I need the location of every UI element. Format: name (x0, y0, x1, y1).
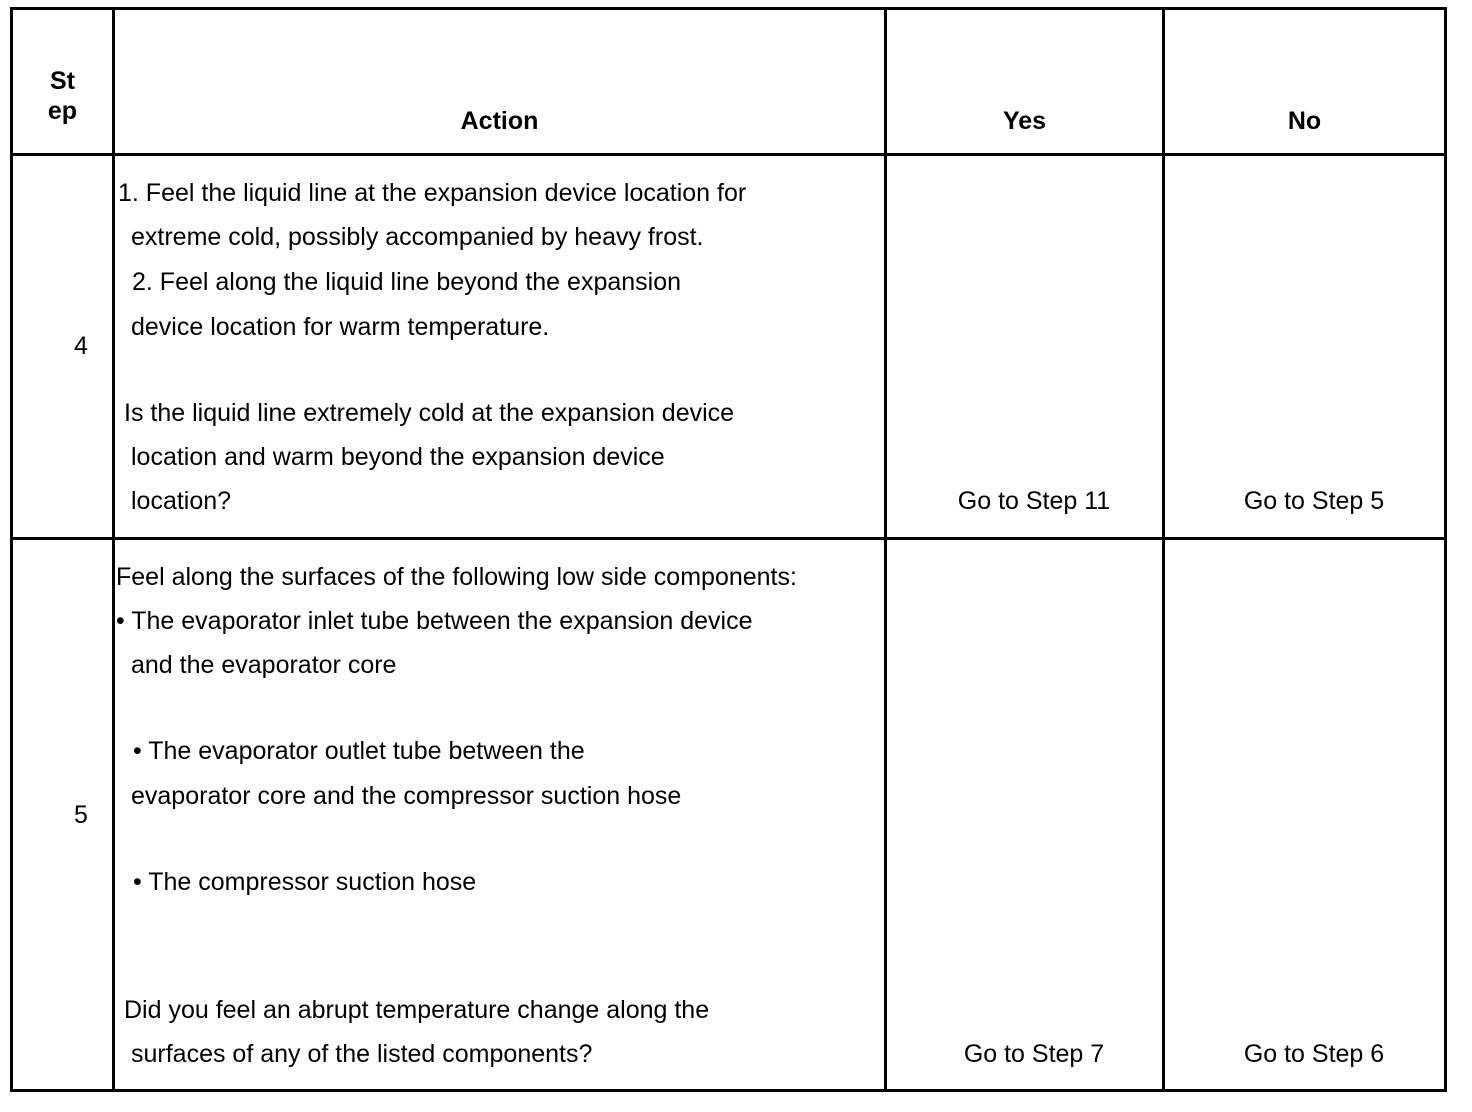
action-line: • The evaporator outlet tube between the (133, 737, 585, 765)
table-border-top (10, 7, 1447, 10)
action-line: • The evaporator inlet tube between the expansion device (116, 607, 753, 635)
yes-result: Go to Step 7 (963, 1040, 1105, 1068)
action-line: 2. Feel along the liquid line beyond the expansion (132, 268, 682, 296)
header-divider (10, 153, 1447, 156)
action-line: • The compressor suction hose (133, 868, 477, 896)
table-border-bottom (10, 1089, 1447, 1092)
yes-result: Go to Step 11 (957, 487, 1111, 515)
table-border-right (1444, 7, 1447, 1092)
action-line: Feel along the surfaces of the following low side components: (116, 563, 797, 591)
step-number: 5 (74, 801, 88, 829)
no-result: Go to Step 6 (1243, 1040, 1385, 1068)
action-line: location and warm beyond the expansion device (131, 443, 665, 471)
action-line: location? (131, 487, 232, 515)
header-no: No (1287, 107, 1322, 135)
column-divider-step (112, 7, 115, 1092)
action-line: extreme cold, possibly accompanied by heavy frost. (131, 223, 704, 251)
table-border-left (10, 7, 13, 1092)
header-step-line2: ep (47, 97, 78, 125)
column-divider-action (884, 7, 887, 1092)
action-line: and the evaporator core (131, 651, 397, 679)
header-action: Action (460, 107, 539, 135)
action-line: device location for warm temperature. (131, 313, 550, 341)
column-divider-yes (1162, 7, 1165, 1092)
no-result: Go to Step 5 (1243, 487, 1385, 515)
diagnostic-table (10, 7, 1448, 1092)
action-line: evaporator core and the compressor suction hose (131, 782, 682, 810)
row-divider (10, 537, 1447, 540)
action-line: 1. Feel the liquid line at the expansion device location for (118, 179, 747, 207)
header-step-line1: St (50, 67, 75, 95)
action-line: Is the liquid line extremely cold at the expansion device (124, 399, 735, 427)
action-line: Did you feel an abrupt temperature change along the (124, 996, 710, 1024)
header-yes: Yes (1002, 107, 1047, 135)
action-line: surfaces of any of the listed components? (131, 1040, 593, 1068)
step-number: 4 (74, 332, 88, 360)
header-step (13, 66, 112, 126)
